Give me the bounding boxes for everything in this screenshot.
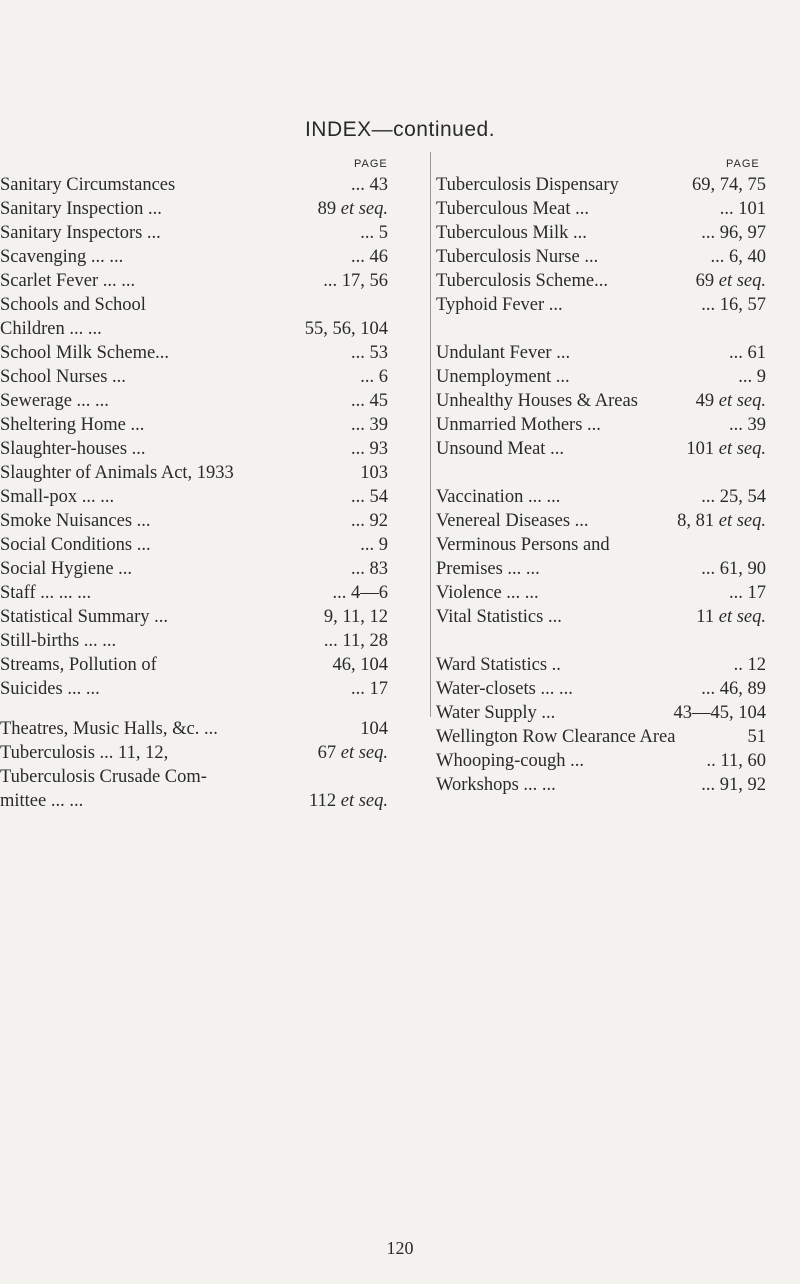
index-term: Ward Statistics ..	[436, 655, 561, 675]
index-pages: 46, 104	[332, 655, 388, 675]
index-term: Sanitary Circumstances	[0, 175, 176, 195]
index-pages: ... 9	[738, 367, 766, 387]
index-pages: 104	[360, 719, 388, 739]
index-term: Undulant Fever ...	[436, 343, 571, 363]
index-term: Schools and School	[0, 295, 146, 315]
index-pages: 8, 81 et seq.	[677, 511, 766, 531]
column-divider	[430, 152, 431, 717]
index-term: Vital Statistics ...	[436, 607, 562, 627]
index-pages: 69 et seq.	[695, 271, 766, 291]
index-term: Small-pox ... ...	[0, 487, 115, 507]
index-term: School Nurses ...	[0, 367, 126, 387]
index-pages: ... 39	[729, 415, 766, 435]
index-term: mittee ... ...	[0, 791, 84, 811]
index-term: Water-closets ... ...	[436, 679, 573, 699]
index-pages: ... 93	[351, 439, 388, 459]
index-term: Social Hygiene ...	[0, 559, 133, 579]
index-term: Water Supply ...	[436, 703, 556, 723]
page-number: 120	[386, 1238, 414, 1258]
index-pages: ... 46	[351, 247, 388, 267]
index-pages: 103	[360, 463, 388, 483]
index-pages: ... 45	[351, 391, 388, 411]
index-term: Smoke Nuisances ...	[0, 511, 151, 531]
index-term: Tuberculosis Nurse ...	[436, 247, 599, 267]
index-term: Unhealthy Houses & Areas	[436, 391, 638, 411]
index-pages: 43—45, 104	[673, 703, 766, 723]
index-pages: 51	[747, 727, 766, 747]
index-term: Unemployment ...	[436, 367, 570, 387]
index-pages: ... 17, 56	[323, 271, 388, 291]
index-term: Whooping-cough ...	[436, 751, 584, 771]
page-title: INDEX—continued.	[304, 118, 496, 141]
index-pages: 89 et seq.	[317, 199, 388, 219]
right-page-header: PAGE	[726, 158, 760, 170]
index-term: Tuberculosis Dispensary	[436, 175, 619, 195]
index-term: Tuberculous Meat ...	[436, 199, 589, 219]
index-pages: .. 12	[733, 655, 766, 675]
index-pages: 69, 74, 75	[692, 175, 766, 195]
index-pages: ... 61	[729, 343, 766, 363]
index-pages: ... 101	[719, 199, 766, 219]
index-pages: ... 17	[351, 679, 388, 699]
index-term: Venereal Diseases ...	[436, 511, 589, 531]
index-pages: ... 46, 89	[701, 679, 766, 699]
index-pages: 49 et seq.	[695, 391, 766, 411]
index-pages: ... 96, 97	[701, 223, 766, 243]
index-pages: ... 9	[360, 535, 388, 555]
index-term: Social Conditions ...	[0, 535, 151, 555]
index-term: Children ... ...	[0, 319, 102, 339]
index-pages: 67 et seq.	[317, 743, 388, 763]
index-term: Wellington Row Clearance Area	[436, 727, 676, 747]
index-term: Vaccination ... ...	[436, 487, 561, 507]
index-pages: ... 11, 28	[323, 631, 388, 651]
index-term: Tuberculosis ... 11, 12,	[0, 743, 169, 763]
index-term: Verminous Persons and	[436, 535, 610, 555]
index-pages: 9, 11, 12	[323, 607, 388, 627]
index-term: Tuberculosis Scheme...	[436, 271, 608, 291]
index-term: Streams, Pollution of	[0, 655, 157, 675]
index-pages: ... 61, 90	[701, 559, 766, 579]
index-pages: 101 et seq.	[686, 439, 766, 459]
index-pages: ... 6, 40	[710, 247, 766, 267]
index-pages: ... 54	[351, 487, 388, 507]
index-pages: 55, 56, 104	[304, 319, 388, 339]
index-term: Workshops ... ...	[436, 775, 556, 795]
index-term: Violence ... ...	[436, 583, 539, 603]
index-pages: ... 39	[351, 415, 388, 435]
index-term: Tuberculous Milk ...	[436, 223, 587, 243]
index-pages: 112 et seq.	[309, 791, 388, 811]
index-pages: ... 25, 54	[701, 487, 766, 507]
index-pages: ... 6	[360, 367, 388, 387]
index-term: Staff ... ... ...	[0, 583, 92, 603]
index-pages: ... 53	[351, 343, 388, 363]
index-term: Statistical Summary ...	[0, 607, 169, 627]
index-pages: 11 et seq.	[696, 607, 766, 627]
index-pages: ... 92	[351, 511, 388, 531]
index-term: Tuberculosis Crusade Com-	[0, 767, 207, 787]
index-pages: ... 43	[351, 175, 388, 195]
index-pages: ... 5	[360, 223, 388, 243]
index-pages: ... 17	[729, 583, 766, 603]
index-term: Sewerage ... ...	[0, 391, 109, 411]
index-term: Scarlet Fever ... ...	[0, 271, 136, 291]
index-pages: ... 16, 57	[701, 295, 766, 315]
index-term: Suicides ... ...	[0, 679, 100, 699]
index-pages: ... 4—6	[332, 583, 388, 603]
index-term: Slaughter of Animals Act, 1933	[0, 463, 234, 483]
index-term: Typhoid Fever ...	[436, 295, 563, 315]
index-term: Premises ... ...	[436, 559, 540, 579]
index-pages: ... 83	[351, 559, 388, 579]
index-term: Scavenging ... ...	[0, 247, 124, 267]
index-term: School Milk Scheme...	[0, 343, 170, 363]
index-term: Still-births ... ...	[0, 631, 117, 651]
index-term: Unsound Meat ...	[436, 439, 564, 459]
index-term: Slaughter-houses ...	[0, 439, 146, 459]
index-term: Sheltering Home ...	[0, 415, 145, 435]
left-page-header: PAGE	[354, 158, 388, 170]
index-term: Theatres, Music Halls, &c. ...	[0, 719, 218, 739]
index-pages: .. 11, 60	[706, 751, 766, 771]
index-term: Sanitary Inspectors ...	[0, 223, 161, 243]
index-pages: ... 91, 92	[701, 775, 766, 795]
index-term: Sanitary Inspection ...	[0, 199, 162, 219]
index-term: Unmarried Mothers ...	[436, 415, 601, 435]
